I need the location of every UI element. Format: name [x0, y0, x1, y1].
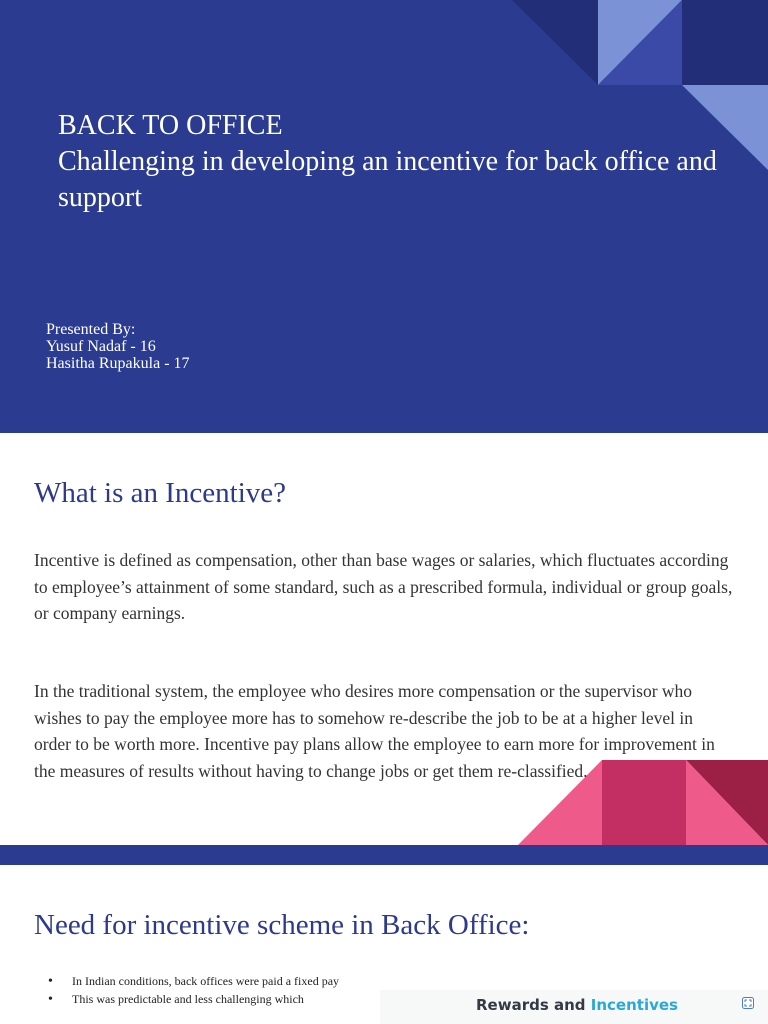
definition-paragraph: Incentive is defined as compensation, other than base wages or salaries, which fluctuates according to employee’s attainment of some standard, such as a prescribed formula, individual or group goals, or company earnings. — [34, 550, 733, 623]
slide-heading: Need for incentive scheme in Back Office: — [34, 909, 530, 941]
expand-icon[interactable] — [742, 997, 754, 1009]
title-line-2: Challenging in developing an incentive for back office and support — [58, 146, 717, 213]
title-slide — [0, 0, 768, 433]
list-item: • In Indian conditions, back offices were paid a fixed pay — [48, 975, 348, 989]
presented-by-label: Presented By: — [46, 321, 136, 338]
deco-dark-triangle-left — [512, 0, 598, 85]
traditional-system-paragraph: In the traditional system, the employee who desires more compensation or the supervisor who wishes to pay the employee more has to somehow re-describe the job to be at a higher level in order to be worth more. Incentive pay plans allow the employee to earn more for improvement in the measures of results without having to change jobs or get them re-classified. — [34, 681, 715, 781]
need-for-incentive-slide — [0, 865, 768, 1024]
incentives-text: Incentives — [590, 996, 678, 1014]
deco-pink-triangle — [518, 760, 602, 845]
rewards-caption — [476, 996, 678, 1014]
rewards-text: Rewards and — [476, 996, 586, 1014]
title-line-1: BACK TO OFFICE — [58, 110, 283, 141]
list-item: • This was predictable and less challenging which — [48, 993, 348, 1007]
slide-heading: What is an Incentive? — [34, 477, 287, 509]
bullet-list — [48, 975, 348, 1010]
rewards-image — [380, 990, 768, 1024]
slide-divider-band — [0, 845, 768, 865]
incentive-definition-slide — [0, 433, 768, 845]
presenter-name: Hasitha Rupakula - 17 — [46, 355, 190, 372]
deco-dark-square — [682, 0, 768, 85]
deco-crimson-square — [602, 760, 686, 845]
slide-title — [58, 108, 738, 216]
presenter-name: Yusuf Nadaf - 16 — [46, 338, 156, 355]
corner-triangles-decoration — [518, 760, 768, 845]
presenters-block — [46, 321, 190, 372]
